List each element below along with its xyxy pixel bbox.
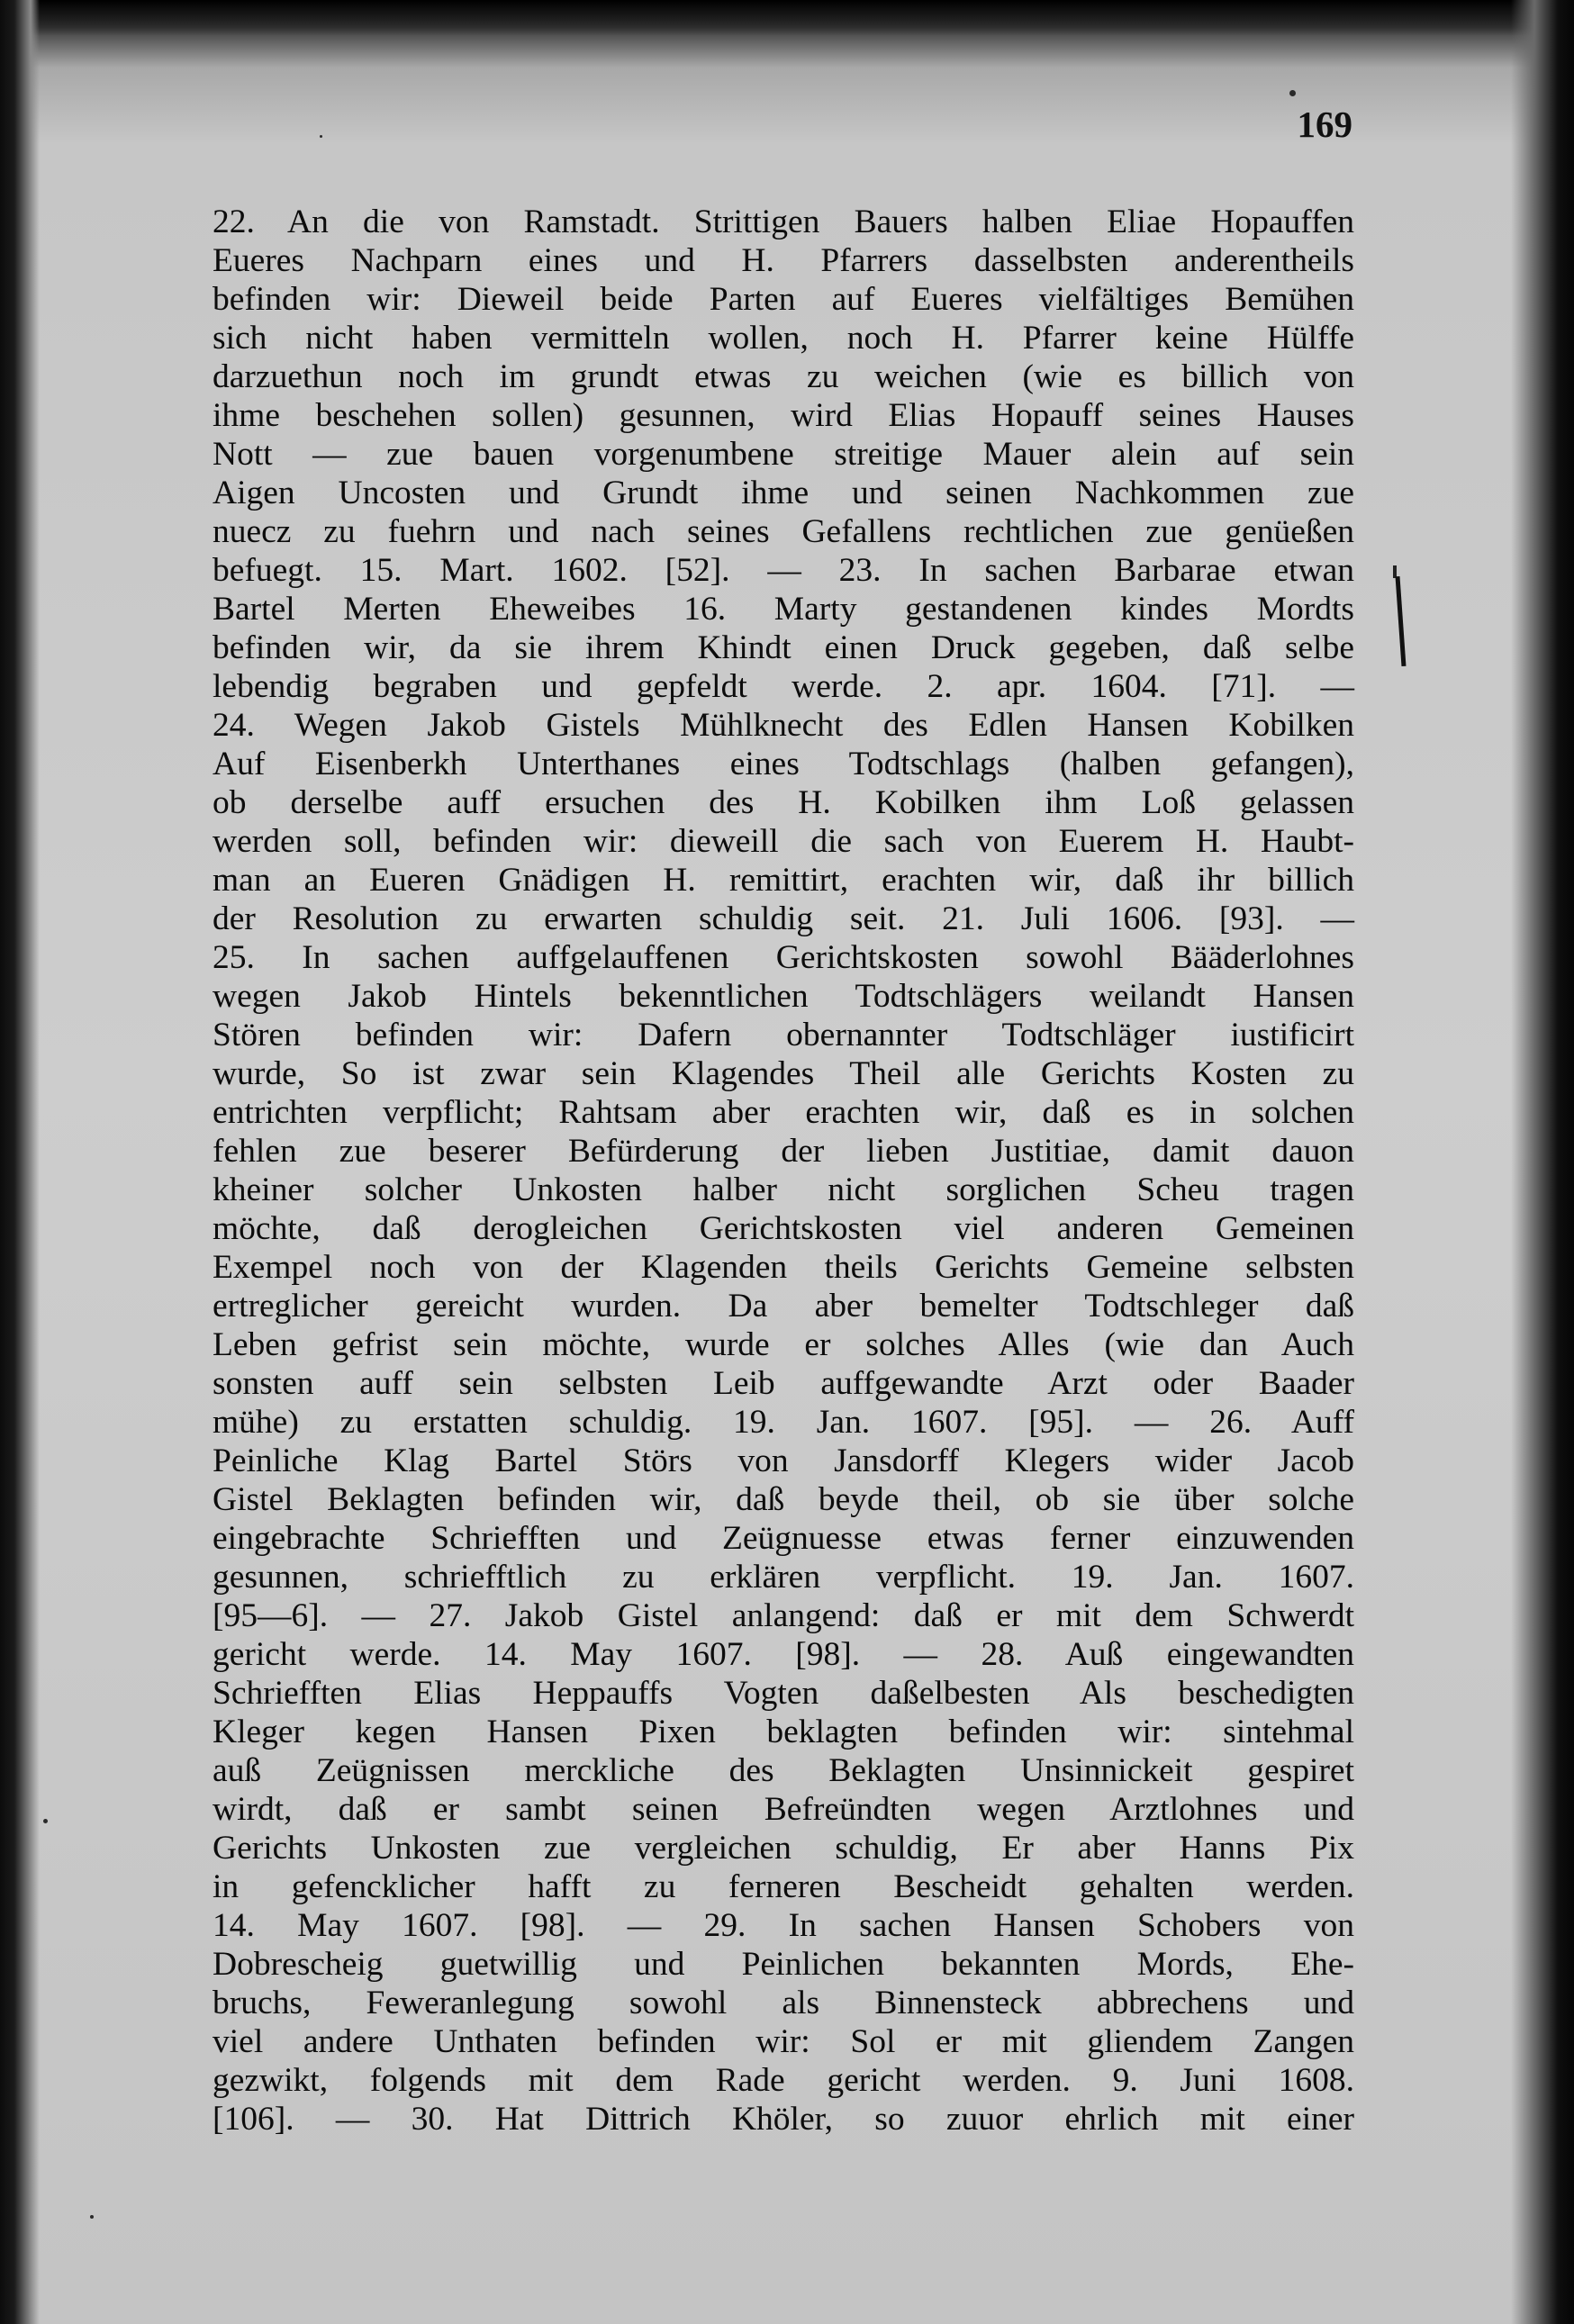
text-line: 14. May 1607. [98]. — 29. In sachen Hansen Schobers von	[213, 1907, 1354, 1944]
text-line: Auf Eisenberkh Unterthanes eines Todtschlags (halben gefangen),	[213, 746, 1354, 782]
text-line: nuecz zu fuehrn und nach seines Gefallens rechtlichen zue genüeßen	[213, 513, 1354, 550]
text-line: [106]. — 30. Hat Dittrich Khöler, so zuuor ehrlich mit einer	[213, 2101, 1354, 2138]
text-line: sonsten auff sein selbsten Leib auffgewandte Arzt oder Baader	[213, 1365, 1354, 1402]
text-line: möchte, daß derogleichen Gerichtskosten viel anderen Gemeinen	[213, 1210, 1354, 1247]
text-line: gericht werde. 14. May 1607. [98]. — 28. Auß eingewandten	[213, 1636, 1354, 1673]
text-line: Schriefften Elias Heppauffs Vogten daßelbesten Als beschedigten	[213, 1675, 1354, 1712]
scan-speck	[1289, 90, 1296, 96]
text-line: Stören befinden wir: Dafern obernannter Todtschläger iustificirt	[213, 1017, 1354, 1053]
text-line: man an Eueren Gnädigen H. remittirt, erachten wir, daß ihr billich	[213, 862, 1354, 899]
text-line: Peinliche Klag Bartel Störs von Jansdorff Klegers wider Jacob	[213, 1442, 1354, 1479]
text-line: Bartel Merten Eheweibes 16. Marty gestandenen kindes Mordts	[213, 591, 1354, 628]
text-line: gesunnen, schriefftlich zu erklären verpflicht. 19. Jan. 1607.	[213, 1559, 1354, 1596]
text-line: Dobrescheig guetwillig und Peinlichen bekannten Mords, Ehe-	[213, 1946, 1354, 1983]
text-line: wirdt, daß er sambt seinen Befreündten wegen Arztlohnes und	[213, 1791, 1354, 1828]
text-line: Exempel noch von der Klagenden theils Gerichts Gemeine selbsten	[213, 1249, 1354, 1286]
text-line: werden soll, befinden wir: dieweill die sach von Euerem H. Haubt-	[213, 823, 1354, 860]
scan-speck	[43, 1819, 48, 1823]
text-line: der Resolution zu erwarten schuldig seit. 21. Juli 1606. [93]. —	[213, 900, 1354, 937]
body-text	[213, 203, 1354, 2139]
text-line: Nott — zue bauen vorgenumbene streitige Mauer alein auf sein	[213, 436, 1354, 473]
scan-left-shadow	[0, 0, 40, 2324]
text-line: Aigen Uncosten und Grundt ihme und seinen Nachkommen zue	[213, 475, 1354, 511]
margin-vertical-mark	[1396, 576, 1407, 666]
text-line: auß Zeügnissen merckliche des Beklagten Unsinnickeit gespiret	[213, 1752, 1354, 1789]
scan-speck	[90, 2215, 94, 2219]
scan-right-shadow	[1511, 0, 1574, 2324]
scan-top-shadow	[0, 0, 1574, 36]
text-line: darzuethun noch im grundt etwas zu weichen (wie es billich von	[213, 358, 1354, 395]
text-line: sich nicht haben vermitteln wollen, noch H. Pfarrer keine Hülffe	[213, 320, 1354, 357]
text-line: viel andere Unthaten befinden wir: Sol er mit gliendem Zangen	[213, 2023, 1354, 2060]
text-line: bruchs, Feweranlegung sowohl als Binnensteck abbrechens und	[213, 1985, 1354, 2021]
text-line: Gerichts Unkosten zue vergleichen schuldig, Er aber Hanns Pix	[213, 1830, 1354, 1867]
text-line: 22. An die von Ramstadt. Strittigen Bauers halben Eliae Hopauffen	[213, 203, 1354, 240]
text-line: entrichten verpflicht; Rahtsam aber erachten wir, daß es in solchen	[213, 1094, 1354, 1131]
text-line: Kleger kegen Hansen Pixen beklagten befinden wir: sintehmal	[213, 1714, 1354, 1750]
text-line: wegen Jakob Hintels bekenntlichen Todtschlägers weilandt Hansen	[213, 978, 1354, 1015]
text-line: Leben gefrist sein möchte, wurde er solches Alles (wie dan Auch	[213, 1326, 1354, 1363]
text-line: mühe) zu erstatten schuldig. 19. Jan. 1607. [95]. — 26. Auff	[213, 1404, 1354, 1441]
text-line: eingebrachte Schriefften und Zeügnuesse etwas ferner einzuwenden	[213, 1520, 1354, 1557]
text-line: ob derselbe auff ersuchen des H. Kobilken ihm Loß gelassen	[213, 784, 1354, 821]
text-line: ihme beschehen sollen) gesunnen, wird Elias Hopauff seines Hauses	[213, 397, 1354, 434]
text-line: Eueres Nachparn eines und H. Pfarrers dasselbsten anderentheils	[213, 242, 1354, 279]
text-line: fehlen zue beserer Befürderung der lieben Justitiae, damit dauon	[213, 1133, 1354, 1170]
text-line: wurde, So ist zwar sein Klagendes Theil alle Gerichts Kosten zu	[213, 1055, 1354, 1092]
text-line: ertreglicher gereicht wurden. Da aber bemelter Todtschleger daß	[213, 1288, 1354, 1325]
text-line: Gistel Beklagten befinden wir, daß beyde theil, ob sie über solche	[213, 1481, 1354, 1518]
text-line: kheiner solcher Unkosten halber nicht sorglichen Scheu tragen	[213, 1171, 1354, 1208]
text-line: gezwikt, folgends mit dem Rade gericht werden. 9. Juni 1608.	[213, 2062, 1354, 2099]
text-line: in gefencklicher hafft zu ferneren Bescheidt gehalten werden.	[213, 1868, 1354, 1905]
text-line: 25. In sachen auffgelauffenen Gerichtskosten sowohl Bääderlohnes	[213, 939, 1354, 976]
text-line: 24. Wegen Jakob Gistels Mühlknecht des Edlen Hansen Kobilken	[213, 707, 1354, 744]
scan-speck	[320, 135, 322, 138]
text-line: [95—6]. — 27. Jakob Gistel anlangend: daß er mit dem Schwerdt	[213, 1597, 1354, 1634]
page-number: 169	[1297, 104, 1352, 145]
text-line: befinden wir: Dieweil beide Parten auf Eueres vielfältiges Bemühen	[213, 281, 1354, 318]
text-line: befuegt. 15. Mart. 1602. [52]. — 23. In sachen Barbarae etwan	[213, 552, 1354, 589]
text-line: lebendig begraben und gepfeldt werde. 2. apr. 1604. [71]. —	[213, 668, 1354, 705]
text-line: befinden wir, da sie ihrem Khindt einen Druck gegeben, daß selbe	[213, 629, 1354, 666]
